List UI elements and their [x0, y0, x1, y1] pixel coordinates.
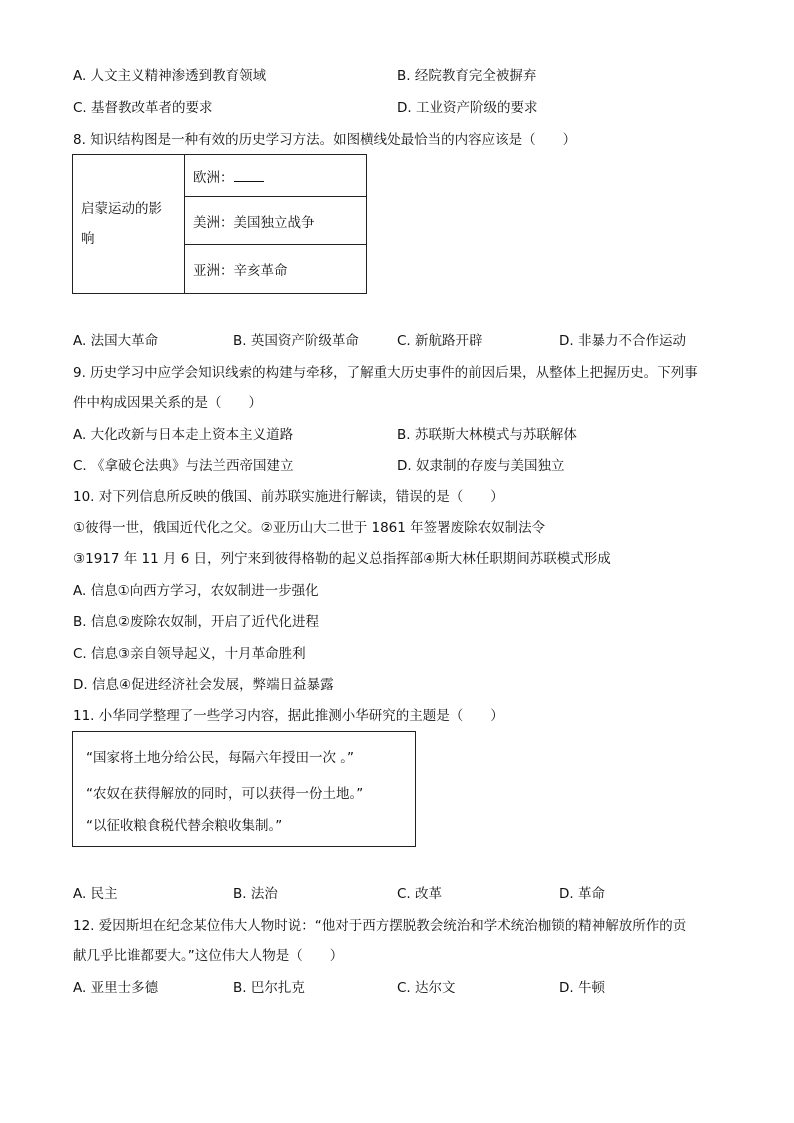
- q9-stem-line1: 9. 历史学习中应学会知识线索的构建与牵移，了解重大历史事件的前因后果，从整体上把握历史。下列事: [73, 365, 698, 381]
- q11-quote-2: “农奴在获得解放的同时，可以获得一份土地。”: [86, 786, 364, 802]
- knowledge-structure-table: [72, 154, 367, 294]
- q12-option-d: D. 牛顿: [559, 980, 605, 996]
- q11-option-c: C. 改革: [397, 886, 443, 902]
- q11-option-d: D. 革命: [559, 886, 605, 902]
- q12-stem-line1: 12. 爱因斯坦在纪念某位伟大人物时说：“他对于西方摆脱教会统治和学术统治枷锁的精神解放所作的贡: [73, 918, 687, 934]
- q7-option-a: A. 人文主义精神渗透到教育领域: [73, 68, 267, 84]
- q8-stem: 8. 知识结构图是一种有效的历史学习方法。如图横线处最恰当的内容应该是（ ）: [73, 132, 577, 148]
- q9-option-d: D. 奴隶制的存废与美国独立: [397, 458, 565, 474]
- answer-blank: [234, 168, 264, 182]
- table-row-europe-label: 欧洲：: [193, 169, 234, 186]
- q10-info-line2: ③1917 年 11 月 6 日，列宁来到彼得格勒的起义总指挥部④斯大林任职期间苏联模式形成: [73, 551, 611, 567]
- q11-quote-1: “国家将土地分给公民，每隔六年授田一次 。”: [86, 750, 355, 766]
- q8-option-d: D. 非暴力不合作运动: [559, 333, 686, 349]
- table-left-line1: 启蒙运动的影: [81, 201, 162, 217]
- q9-option-b: B. 苏联斯大林模式与苏联解体: [397, 427, 577, 443]
- q7-option-b: B. 经院教育完全被摒弃: [397, 68, 537, 84]
- q12-stem-line2: 献几乎比谁都要大。”这位伟大人物是（ ）: [73, 948, 344, 964]
- q9-stem-line2: 件中构成因果关系的是（ ）: [73, 395, 262, 411]
- q12-option-b: B. 巴尔扎克: [233, 980, 305, 996]
- table-row-america: 美洲：美国独立战争: [185, 197, 367, 245]
- table-left-cell: [73, 155, 185, 294]
- q11-quote-3: “以征收粮食税代替余粮收集制。”: [86, 818, 283, 834]
- table-row-europe: [185, 155, 367, 197]
- q10-option-c: C. 信息③亲自领导起义，十月革命胜利: [73, 646, 306, 662]
- q9-option-a: A. 大化改新与日本走上资本主义道路: [73, 427, 294, 443]
- q12-option-c: C. 达尔文: [397, 980, 456, 996]
- q10-stem: 10. 对下列信息所反映的俄国、前苏联实施进行解读，错误的是（ ）: [73, 489, 504, 505]
- q9-option-c: C. 《拿破仑法典》与法兰西帝国建立: [73, 458, 294, 474]
- q12-option-a: A. 亚里士多德: [73, 980, 159, 996]
- q10-option-a: A. 信息①向西方学习，农奴制进一步强化: [73, 583, 319, 599]
- q11-option-b: B. 法治: [233, 886, 278, 902]
- table-row-asia: 亚洲：辛亥革命: [185, 245, 367, 294]
- q10-option-b: B. 信息②废除农奴制，开启了近代化进程: [73, 614, 319, 630]
- q8-option-b: B. 英国资产阶级革命: [233, 333, 359, 349]
- q7-option-c: C. 基督教改革者的要求: [73, 100, 213, 116]
- q7-option-d: D. 工业资产阶级的要求: [397, 100, 538, 116]
- q8-option-a: A. 法国大革命: [73, 333, 159, 349]
- q11-option-a: A. 民主: [73, 886, 118, 902]
- table-left-line2: 响: [81, 231, 95, 247]
- q10-option-d: D. 信息④促进经济社会发展，弊端日益暴露: [73, 677, 334, 693]
- q8-option-c: C. 新航路开辟: [397, 333, 483, 349]
- q10-info-line1: ①彼得一世，俄国近代化之父。②亚历山大二世于 1861 年签署废除农奴制法令: [73, 520, 546, 536]
- q11-stem: 11. 小华同学整理了一些学习内容，据此推测小华研究的主题是（ ）: [73, 708, 504, 724]
